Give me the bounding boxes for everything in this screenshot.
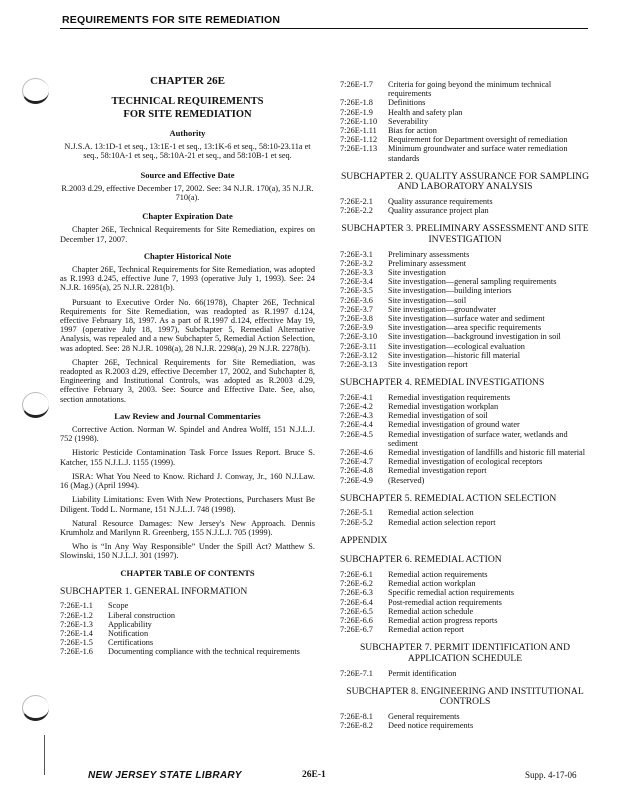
section-title: Criteria for going beyond the minimum technical requirements <box>388 80 552 99</box>
section-title: Scope <box>108 601 129 611</box>
section-title: Site investigation—surface water and sediment <box>388 314 545 324</box>
toc-entry <box>340 466 590 475</box>
section-number: 7:26E-3.12 <box>340 350 378 360</box>
punch-hole <box>22 78 49 104</box>
section-number: 7:26E-3.10 <box>340 332 378 342</box>
toc-entry <box>60 620 315 629</box>
section-number: 7:26E-1.9 <box>340 107 373 117</box>
section-title: Remedial action requirements <box>388 570 488 580</box>
section-number: 7:26E-6.1 <box>340 570 373 580</box>
section-title: Quality assurance project plan <box>388 206 489 216</box>
right-column <box>340 80 590 730</box>
subchapter-title: SUBCHAPTER 4. REMEDIAL INVESTIGATIONS <box>340 377 545 389</box>
section-number: 7:26E-6.7 <box>340 625 373 635</box>
source-text: R.2003 d.29, effective December 17, 2002. See: 34 N.J.R. 170(a), 35 N.J.R. 710(a). <box>61 183 314 203</box>
toc-entry <box>340 598 590 607</box>
punch-hole <box>22 392 49 418</box>
section-title: Site investigation—ecological evaluation <box>388 341 525 351</box>
law-review-item: ISRA: What You Need to Know. Richard J. Conway, Jr., 160 N.J.Law. 16 (Mag.) (April 1994). <box>60 471 315 491</box>
section-title: Site investigation—groundwater <box>388 304 497 314</box>
toc-entry <box>340 135 590 144</box>
authority-text: N.J.S.A. 13:1D-1 et seq., 13:1E-1 et seq., 13:1K-6 et seq., 58:10-23.11a et seq., 58:10A-1 et seq., 58:10A-21 et seq., and 58:10B-1 et seq. <box>64 142 311 161</box>
section-title: General requirements <box>388 712 460 722</box>
toc-entry <box>340 402 590 411</box>
section-number: 7:26E-3.7 <box>340 304 373 314</box>
toc-entry <box>340 616 590 625</box>
toc-list <box>340 712 590 730</box>
toc-entry <box>340 144 590 162</box>
law-review-item: Liability Limitations: Even With New Protections, Purchasers Must Be Diligent. Todd L. Normane, 151 N.J.L.J. 748 (1998). <box>60 495 315 514</box>
toc-entry <box>340 259 590 268</box>
toc-entry <box>340 108 590 117</box>
chapter-number: CHAPTER 26E <box>150 75 225 87</box>
section-number: 7:26E-1.12 <box>340 135 378 145</box>
section-title: Site investigation—historic fill material <box>388 350 521 360</box>
section-number: 7:26E-1.2 <box>60 610 93 620</box>
toc-entry <box>60 601 315 610</box>
section-title: Permit identification <box>388 668 457 678</box>
chapter-title: TECHNICAL REQUIREMENTS FOR SITE REMEDIATION <box>111 96 264 120</box>
appendix-heading: APPENDIX <box>340 534 388 546</box>
expiration-text: Chapter 26E, Technical Requirements for Site Remediation, expires on December 17, 2007. <box>60 225 315 244</box>
section-title: Documenting compliance with the technical requirements <box>108 647 300 657</box>
section-title: Definitions <box>388 98 426 108</box>
history-paragraph: Pursuant to Executive Order No. 66(1978), Chapter 26E, Technical Requirements for Site Remediation, was readopted as R.1997 d.124, effective February 18, 1997. As a part of R.1997 d.124, effective May 19, 1997 (operative July 18, 1997), Subchapter 5, Remedial Alternative Analysis, was repealed and a new Subchapter 5, Remedial Action Selection, was adopted. See: 28 N.J.R. 1098(a), 28 N.J.R. 2298(a), 29 N.J.R. 2278(b). <box>60 297 315 353</box>
section-number: 7:26E-1.13 <box>340 144 378 154</box>
section-title: Liberal construction <box>108 610 176 620</box>
section-number: 7:26E-1.1 <box>60 601 93 611</box>
section-number: 7:26E-4.9 <box>340 475 373 485</box>
section-title: Remedial action report <box>388 625 465 635</box>
law-review-heading: Law Review and Journal Commentaries <box>114 410 261 421</box>
toc-entry <box>60 638 315 647</box>
toc-entry <box>340 250 590 259</box>
toc-entry <box>340 411 590 420</box>
section-title: Site investigation—general sampling requirements <box>388 277 557 287</box>
section-number: 7:26E-3.11 <box>340 341 377 351</box>
toc-list <box>340 80 590 163</box>
toc-entry <box>60 611 315 620</box>
section-title: Remedial investigation report <box>388 466 487 476</box>
running-header: REQUIREMENTS FOR SITE REMEDIATION <box>62 14 281 26</box>
section-title: Remedial action progress reports <box>388 616 498 626</box>
toc-list <box>340 250 590 370</box>
subchapter-title: SUBCHAPTER 7. PERMIT IDENTIFICATION AND APPLICATION SCHEDULE <box>359 642 571 665</box>
toc-entry <box>340 117 590 126</box>
section-title: Notification <box>108 628 149 638</box>
toc-entry <box>340 448 590 457</box>
toc-entry <box>340 669 590 678</box>
toc-entry <box>340 393 590 402</box>
section-number: 7:26E-3.5 <box>340 286 373 296</box>
section-number: 7:26E-6.4 <box>340 597 373 607</box>
toc-entry <box>340 625 590 634</box>
section-title: Health and safety plan <box>388 107 463 117</box>
section-number: 7:26E-3.1 <box>340 249 373 259</box>
subchapter-title: SUBCHAPTER 1. GENERAL INFORMATION <box>60 585 248 597</box>
toc-entry <box>340 420 590 429</box>
toc-entry <box>340 360 590 369</box>
toc-entry <box>340 518 590 527</box>
toc-entry <box>340 607 590 616</box>
section-title: Deed notice requirements <box>388 721 474 731</box>
section-number: 7:26E-4.2 <box>340 402 373 412</box>
section-number: 7:26E-1.11 <box>340 126 377 136</box>
section-number: 7:26E-1.8 <box>340 98 373 108</box>
section-title: Site investigation—background investigation in soil <box>388 332 561 342</box>
section-title: Site investigation—area specific requirements <box>388 323 542 333</box>
history-heading: Chapter Historical Note <box>143 250 232 261</box>
toc-entry <box>60 629 315 638</box>
section-number: 7:26E-4.7 <box>340 457 373 467</box>
toc-entry <box>340 206 590 215</box>
law-review-item: Corrective Action. Norman W. Spindel and Andrea Wolff, 151 N.J.L.J. 752 (1998). <box>60 425 315 444</box>
section-title: Site investigation report <box>388 360 468 370</box>
toc-entry <box>340 80 590 98</box>
expiration-heading: Chapter Expiration Date <box>142 211 233 222</box>
toc-entry <box>340 508 590 517</box>
law-review-item: Who is “In Any Way Responsible” Under the Spill Act? Matthew S. Slowinski, 150 N.J.L.J. 301 (1997). <box>60 542 315 561</box>
subchapter-title: SUBCHAPTER 2. QUALITY ASSURANCE FOR SAMPLING AND LABORATORY ANALYSIS <box>340 170 590 193</box>
section-number: 7:26E-3.13 <box>340 360 378 370</box>
section-title: Severability <box>388 116 429 126</box>
left-column <box>60 75 315 657</box>
section-number: 7:26E-5.2 <box>340 517 373 527</box>
section-number: 7:26E-3.6 <box>340 295 373 305</box>
toc-entry <box>340 314 590 323</box>
section-number: 7:26E-6.5 <box>340 606 373 616</box>
toc-list <box>60 601 315 656</box>
header-rule <box>60 28 588 29</box>
subchapter-title: SUBCHAPTER 5. REMEDIAL ACTION SELECTION <box>340 492 557 504</box>
section-title: Minimum groundwater and surface water remediation standards <box>388 144 568 163</box>
section-title: Remedial action workplan <box>388 579 476 589</box>
toc-entry <box>340 296 590 305</box>
toc-entry <box>340 197 590 206</box>
library-stamp: NEW JERSEY STATE LIBRARY <box>88 770 242 781</box>
section-title: Remedial action selection <box>388 508 474 518</box>
section-number: 7:26E-4.4 <box>340 420 373 430</box>
section-title: Remedial investigation workplan <box>388 402 499 412</box>
toc-entry <box>340 323 590 332</box>
toc-entry <box>340 721 590 730</box>
history-paragraph: Chapter 26E, Technical Requirements for Site Remediation, was readopted as R.2003 d.29, effective December 17, 2002, and Subchapter 8, Engineering and Institutional Controls, was adopted as R.2003 d.29, effective February 3, 2003. See: Source and Effective Date. See, also, section annotations. <box>60 357 315 404</box>
section-number: 7:26E-2.2 <box>340 206 373 216</box>
section-number: 7:26E-3.8 <box>340 314 373 324</box>
toc-list <box>340 669 590 678</box>
section-title: Remedial investigation of soil <box>388 411 488 421</box>
section-title: Quality assurance requirements <box>388 197 493 207</box>
toc-entry <box>340 579 590 588</box>
toc-entry <box>340 305 590 314</box>
toc-entry <box>340 268 590 277</box>
section-number: 7:26E-6.6 <box>340 616 373 626</box>
toc-entry <box>340 457 590 466</box>
section-title: Site investigation <box>388 268 446 278</box>
law-review-item: Natural Resource Damages: New Jersey's New Approach. Dennis Krumholz and Marilynn R. Greenberg, 155 N.J.L.J. 705 (1999). <box>60 518 315 537</box>
section-title: Remedial action selection report <box>388 517 496 527</box>
section-number: 7:26E-2.1 <box>340 197 373 207</box>
section-title: Certifications <box>108 638 154 648</box>
section-title: Requirement for Department oversight of remediation <box>388 135 568 145</box>
supplement-date: Supp. 4-17-06 <box>525 770 577 780</box>
section-title: Specific remedial action requirements <box>388 588 515 598</box>
section-title: Remedial investigation requirements <box>388 392 511 402</box>
toc-entry <box>60 647 315 656</box>
section-number: 7:26E-1.7 <box>340 80 373 89</box>
section-title: Remedial investigation of surface water, wetlands and sediment <box>388 429 568 448</box>
section-number: 7:26E-4.3 <box>340 411 373 421</box>
section-title: Site investigation—building interiors <box>388 286 512 296</box>
toc-entry <box>340 332 590 341</box>
section-number: 7:26E-5.1 <box>340 508 373 518</box>
toc-list <box>340 393 590 485</box>
source-heading: Source and Effective Date <box>140 169 235 180</box>
section-title: Bias for action <box>388 126 437 136</box>
section-title: Preliminary assessments <box>388 249 470 259</box>
toc-entry <box>340 342 590 351</box>
section-number: 7:26E-3.3 <box>340 268 373 278</box>
section-number: 7:26E-3.9 <box>340 323 373 333</box>
section-title: Preliminary assessment <box>388 258 467 268</box>
section-title: Applicability <box>108 619 152 629</box>
section-number: 7:26E-1.6 <box>60 647 93 657</box>
section-number: 7:26E-3.4 <box>340 277 373 287</box>
section-number: 7:26E-8.2 <box>340 721 373 731</box>
section-title: Post-remedial action requirements <box>388 597 502 607</box>
section-number: 7:26E-4.5 <box>340 429 373 439</box>
punch-hole <box>22 695 49 721</box>
toc-entry <box>340 277 590 286</box>
subchapter-title: SUBCHAPTER 6. REMEDIAL ACTION <box>340 554 502 566</box>
section-number: 7:26E-6.2 <box>340 579 373 589</box>
page-number: 26E-1 <box>302 770 326 780</box>
toc-entry <box>340 430 590 448</box>
section-number: 7:26E-4.1 <box>340 392 373 402</box>
margin-mark <box>44 735 45 775</box>
toc-entry <box>340 588 590 597</box>
subchapter-title: SUBCHAPTER 8. ENGINEERING AND INSTITUTIONAL CONTROLS <box>346 685 584 708</box>
toc-list <box>340 570 590 634</box>
section-number: 7:26E-4.6 <box>340 448 373 458</box>
section-number: 7:26E-6.3 <box>340 588 373 598</box>
section-title: Remedial investigation of ecological receptors <box>388 457 543 467</box>
toc-entry <box>340 476 590 485</box>
section-number: 7:26E-1.5 <box>60 638 93 648</box>
toc-entry <box>340 351 590 360</box>
toc-entry <box>340 570 590 579</box>
toc-entry <box>340 712 590 721</box>
section-title: (Reserved) <box>388 475 425 485</box>
toc-heading: CHAPTER TABLE OF CONTENTS <box>120 567 255 578</box>
section-title: Remedial action schedule <box>388 606 474 616</box>
section-title: Site investigation—soil <box>388 295 467 305</box>
toc-entry <box>340 126 590 135</box>
toc-list <box>340 197 590 215</box>
section-number: 7:26E-3.2 <box>340 258 373 268</box>
subchapter-title: SUBCHAPTER 3. PRELIMINARY ASSESSMENT AND SITE INVESTIGATION <box>341 223 589 246</box>
history-paragraph: Chapter 26E, Technical Requirements for Site Remediation, was adopted as R.1993 d.245, effective June 7, 1993 (operative July 1, 1993). See: 24 N.J.R. 1695(a), 25 N.J.R. 2281(b). <box>60 265 315 293</box>
law-review-item: Historic Pesticide Contamination Task Force Issues Report. Bruce S. Katcher, 155 N.J.L.J. 1155 (1999). <box>60 448 315 467</box>
section-number: 7:26E-4.8 <box>340 466 373 476</box>
section-number: 7:26E-1.4 <box>60 628 93 638</box>
section-number: 7:26E-7.1 <box>340 668 373 678</box>
authority-heading: Authority <box>169 128 206 138</box>
section-number: 7:26E-1.3 <box>60 619 93 629</box>
toc-entry <box>340 286 590 295</box>
section-number: 7:26E-8.1 <box>340 712 373 722</box>
section-title: Remedial investigation of landfills and historic fill material <box>388 448 586 458</box>
toc-list <box>340 508 590 526</box>
section-title: Remedial investigation of ground water <box>388 420 520 430</box>
section-number: 7:26E-1.10 <box>340 116 378 126</box>
toc-entry <box>340 98 590 107</box>
